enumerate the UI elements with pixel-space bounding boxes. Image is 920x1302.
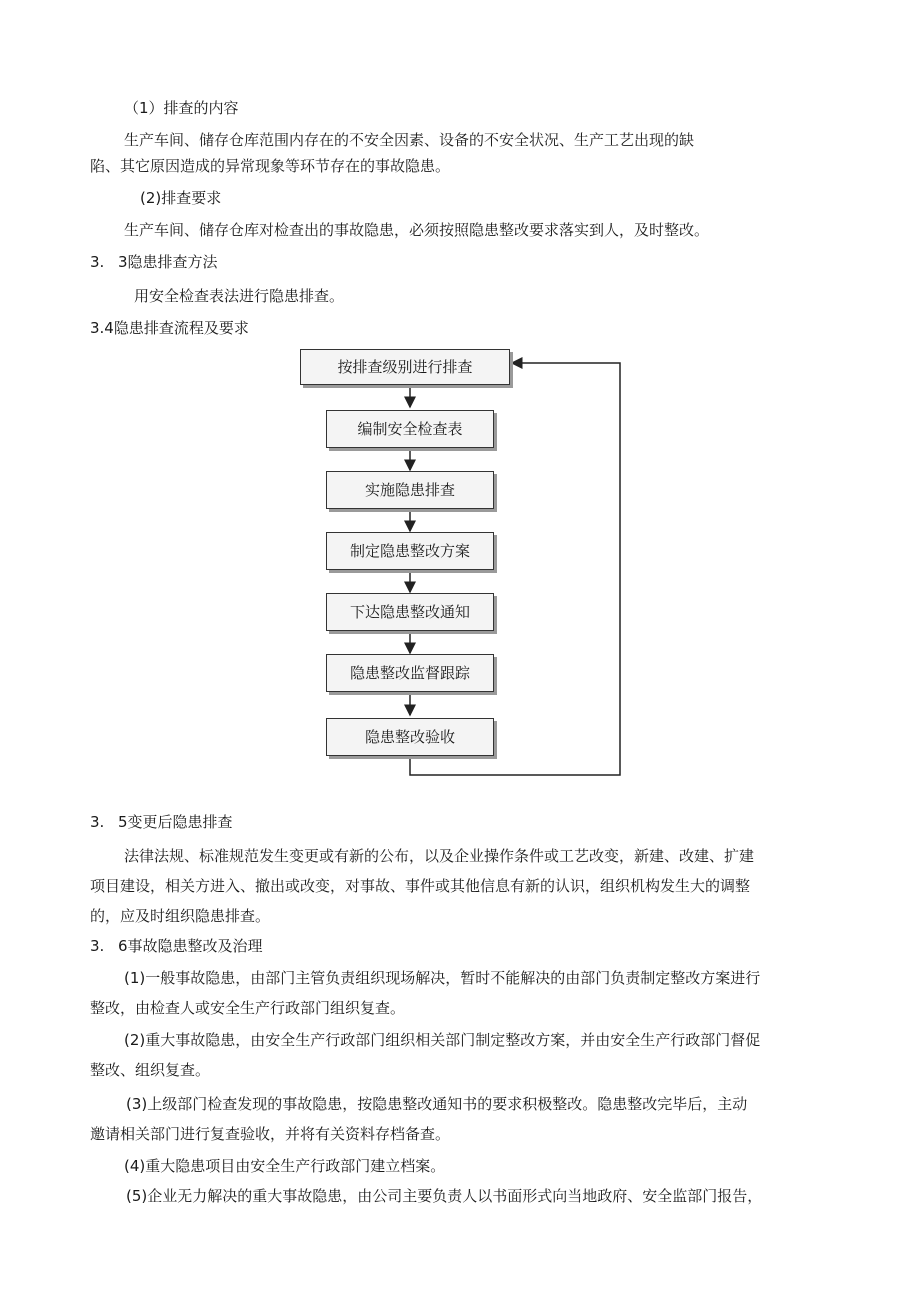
list-item-2-cont: 整改、组织复查。 — [90, 1061, 211, 1079]
paragraph-line: 生产车间、储存仓库范围内存在的不安全因素、设备的不安全状况、生产工艺出现的缺 — [124, 131, 695, 149]
list-item-1-cont: 整改，由检查人或安全生产行政部门组织复查。 — [90, 999, 406, 1017]
flow-step-3: 实施隐患排查 — [326, 471, 494, 509]
flow-step-4: 制定隐患整改方案 — [326, 532, 494, 570]
flow-step-6: 隐患整改监督跟踪 — [326, 654, 494, 692]
flow-step-2: 编制安全检查表 — [326, 410, 494, 448]
flowchart — [290, 345, 630, 785]
section-heading-1: （1）排查的内容 — [124, 99, 239, 117]
section-number: 3. — [90, 253, 105, 271]
paragraph-line: 生产车间、储存仓库对检查出的事故隐患，必须按照隐患整改要求落实到人，及时整改。 — [124, 221, 710, 239]
section-heading-3-6: 6事故隐患整改及治理 — [118, 937, 263, 955]
section-number: 3. — [90, 937, 105, 955]
section-heading-3-3: 3隐患排查方法 — [118, 253, 218, 271]
flow-step-5: 下达隐患整改通知 — [326, 593, 494, 631]
list-item-2: (2)重大事故隐患，由安全生产行政部门组织相关部门制定整改方案，并由安全生产行政部门督促 — [124, 1031, 761, 1049]
paragraph-line: 的，应及时组织隐患排查。 — [90, 907, 271, 925]
flow-step-7: 隐患整改验收 — [326, 718, 494, 756]
section-heading-3-4: 3.4隐患排查流程及要求 — [90, 319, 249, 337]
flow-step-1: 按排查级别进行排查 — [300, 349, 510, 385]
paragraph-line: 用安全检查表法进行隐患排查。 — [134, 287, 345, 305]
section-heading-2: (2)排查要求 — [140, 189, 222, 207]
list-item-3-cont: 邀请相关部门进行复查验收，并将有关资料存档备查。 — [90, 1125, 451, 1143]
list-item-3: (3)上级部门检查发现的事故隐患，按隐患整改通知书的要求积极整改。隐患整改完毕后，主动 — [126, 1095, 748, 1113]
section-number: 3. — [90, 813, 105, 831]
list-item-5: (5)企业无力解决的重大事故隐患，由公司主要负责人以书面形式向当地政府、安全监部门报告， — [126, 1187, 763, 1205]
paragraph-line: 法律法规、标准规范发生变更或有新的公布，以及企业操作条件或工艺改变，新建、改建、扩建 — [124, 847, 755, 865]
paragraph-line: 项目建设，相关方进入、撤出或改变，对事故、事件或其他信息有新的认识，组织机构发生大的调整 — [90, 877, 751, 895]
list-item-4: (4)重大隐患项目由安全生产行政部门建立档案。 — [124, 1157, 446, 1175]
list-item-1: (1)一般事故隐患，由部门主管负责组织现场解决，暂时不能解决的由部门负责制定整改方案进行 — [124, 969, 761, 987]
paragraph-line: 陷、其它原因造成的异常现象等环节存在的事故隐患。 — [90, 157, 451, 175]
section-heading-3-5: 5变更后隐患排查 — [118, 813, 233, 831]
